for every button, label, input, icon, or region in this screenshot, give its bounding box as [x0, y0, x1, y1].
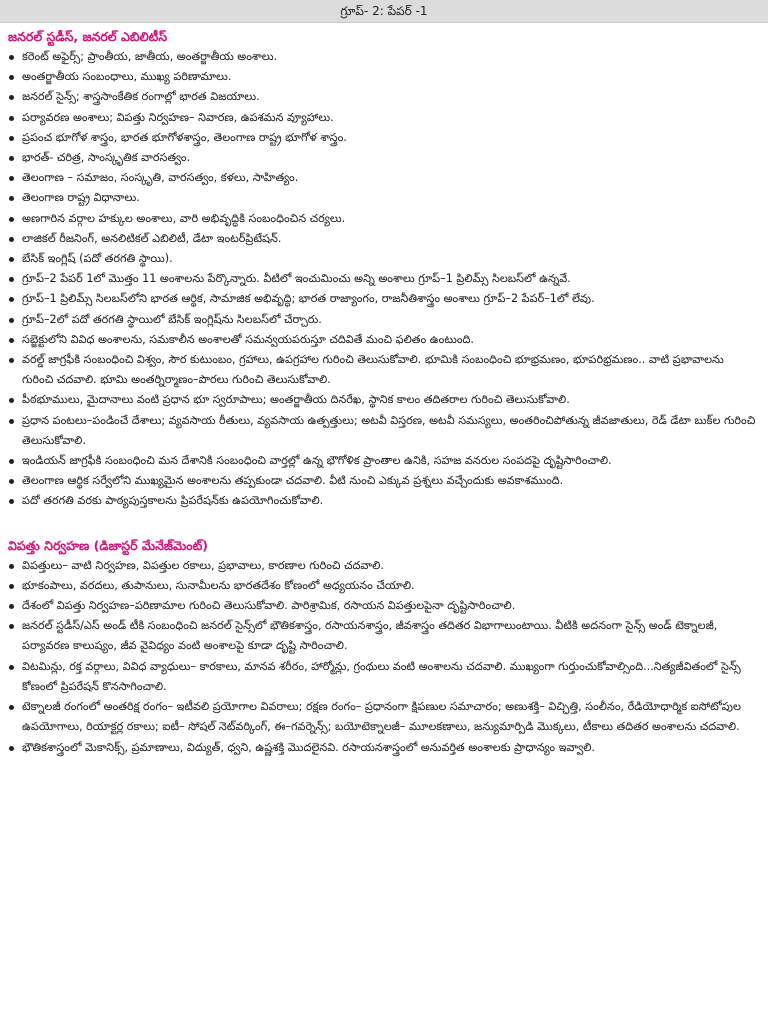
list-item: లాజికల్‌ రీజనింగ్‌, అనలిటికల్‌ ఎబిలిటీ, డేటా ఇంటర్‌ప్రిటేషన్‌. — [4, 229, 764, 249]
page-title: గ్రూప్- 2: పేపర్ -1 — [340, 4, 428, 18]
list-item: గ్రూప్‌–2లో పదో తరగతి స్థాయిలో బేసిక్‌ ఇంగ్లిష్‌ను సిలబస్‌లో చేర్చారు. — [4, 310, 764, 330]
list-item: గ్రూప్‌–2 పేపర్‌ 1లో మొత్తం 11 అంశాలను పేర్కొన్నారు. వీటిలో ఇంచుమించు అన్ని అంశాలు గ్రూప్‌–1 ప్రిలిమ్స్‌ సిలబస్‌లో ఉన్నవే. — [4, 269, 764, 289]
list-item: అణగారిన వర్గాల హక్కుల అంశాలు, వారి అభివృద్ధికి సంబంధించిన చర్యలు. — [4, 209, 764, 229]
list-item: బేసిక్‌ ఇంగ్లిష్‌ (పదో తరగతి స్థాయి). — [4, 249, 764, 269]
page-header — [0, 0, 768, 23]
section-disaster-management — [0, 538, 768, 758]
list-item: విపత్తులు– వాటి నిర్వహణ, విపత్తుల రకాలు, ప్రభావాలు, కారణాల గురించి చదవాలి. — [4, 556, 764, 576]
list-item: విటమిన్లు, రక్త వర్గాలు, వివిధ వ్యాధులు– కారకాలు, మానవ శరీరం, హార్మోన్లు, గ్రంథులు వంటి అంశాలను చదవాలి. ముఖ్యంగా గుర్తుంచుకోవాల్సింది...నిత్యజీవితంలో సైన్స్‌ కోణంలో ప్రిపరేషన్‌ కొనసాగించాలి. — [4, 657, 764, 697]
list-item: భారత్‌- చరిత్ర, సాంస్కృతిక వారసత్వం. — [4, 148, 764, 168]
topic-list — [4, 556, 764, 758]
list-item: పర్యావరణ అంశాలు; విపత్తు నిర్వహణ– నివారణ, ఉపశమన వ్యూహాలు. — [4, 108, 764, 128]
list-item: కరెంట్ అఫైర్స్; ప్రాంతీయ, జాతీయ, అంతర్జాతీయ అంశాలు. — [4, 47, 764, 67]
list-item: భూకంపాలు, వరదలు, తుపానులు, సునామీలను భారతదేశం కోణంలో అధ్యయనం చేయాలి. — [4, 576, 764, 596]
list-item: తెలంగాణ – సమాజం, సంస్కృతి, వారసత్వం, కళలు, సాహిత్యం. — [4, 168, 764, 188]
list-item: తెలంగాణ రాష్ట్ర విధానాలు. — [4, 188, 764, 208]
list-item: గ్రూప్‌–1 ప్రిలిమ్స్‌ సిలబస్‌లోని భారత ఆర్థిక, సామాజిక అభివృద్ధి; భారత రాజ్యాంగం, రాజనీతిశాస్త్రం అంశాలు గ్రూప్‌–2 పేపర్‌–1లో లేవు. — [4, 289, 764, 309]
list-item: పదో తరగతి వరకు పాఠ్యపుస్తకాలను ప్రిపరేషన్‌కు ఉపయోగించుకోవాలి. — [4, 491, 764, 511]
topic-list — [4, 47, 764, 512]
list-item: తెలంగాణ ఆర్థిక సర్వేలోని ముఖ్యమైన అంశాలను తప్పకుండా చదవాలి. వీటి నుంచి ఎక్కువ ప్రశ్నలు వచ్చేందుకు అవకాశముంది. — [4, 471, 764, 491]
list-item: టెక్నాలజీ రంగంలో అంతరిక్ష రంగం– ఇటీవలి ప్రయోగాల వివరాలు; రక్షణ రంగం– ప్రధానంగా క్షిపణుల సమాచారం; అణుశక్తి– విచ్ఛిత్తి, సంలీనం, రేడియోధార్మిక ఐసోటోపుల ఉపయోగాలు, రియాక్టర్ల రకాలు; ఐటీ– సోషల్‌ నెట్‌వర్కింగ్‌, ఈ–గవర్నెన్స్‌; బయోటెక్నాలజీ– మూలకణాలు, జన్యుమార్పిడి మొక్కలు, టీకాలు తదితర అంశాలను చదవాలి. — [4, 697, 764, 737]
list-item: ప్రధాన పంటలు–పండించే దేశాలు; వ్యవసాయ రీతులు, వ్యవసాయ ఉత్పత్తులు; అటవీ విస్తరణ, అటవీ సమస్యలు, అంతరించిపోతున్న జీవజాతులు, రెడ్‌ డేటా బుక్‌ల గురించి తెలుసుకోవాలి. — [4, 411, 764, 451]
list-item: అంతర్జాతీయ సంబంధాలు, ముఖ్య పరిణామాలు. — [4, 67, 764, 87]
list-item: ఇండియన్‌ జాగ్రఫీకి సంబంధించి మన దేశానికి సంబంధించి వార్తల్లో ఉన్న భౌగోళిక ప్రాంతాల ఉనికి, సహజ వనరుల సంపదపై దృష్టిసారించాలి. — [4, 451, 764, 471]
list-item: జనరల్ సైన్స్; శాస్త్రసాంకేతిక రంగాల్లో భారత విజయాలు. — [4, 87, 764, 107]
section-general-studies — [0, 29, 768, 512]
section-heading: విపత్తు నిర్వహణ (డిజాస్టర్‌ మేనేజ్‌మెంట్‌) — [8, 537, 208, 553]
section-heading: జనరల్ స్టడీస్, జనరల్ ఎబిలిటీస్ — [8, 29, 168, 44]
list-item: పీఠభూములు, మైదానాలు వంటి ప్రధాన భూ స్వరూపాలు; అంతర్జాతీయ దినరేఖ, స్థానిక కాలం తదితరాల గురించి తెలుసుకోవాలి. — [4, 390, 764, 410]
list-item: జనరల్‌ స్టడీస్‌/ఎస్‌ అండ్‌ టీకి సంబంధించి జనరల్‌ సైన్స్‌లో భౌతికశాస్త్రం, రసాయనశాస్త్రం, జీవశాస్త్రం తదితర విభాగాలుంటాయి. వీటికి అదనంగా సైన్స్‌ అండ్‌ టెక్నాలజీ, పర్యావరణ కాలుష్యం, జీవ వైవిధ్యం వంటి అంశాలపై కూడా దృష్టి సారించాలి. — [4, 616, 764, 656]
list-item: ప్రపంచ భూగోళ శాస్త్రం, భారత భూగోళశాస్త్రం, తెలంగాణ రాష్ట్ర భూగోళ శాస్త్రం. — [4, 128, 764, 148]
list-item: వరల్డ్‌ జాగ్రఫీకి సంబంధించి విశ్వం, సౌర కుటుంబం, గ్రహాలు, ఉపగ్రహాల గురించి తెలుసుకోవాలి. భూమికి సంబంధించి భూభ్రమణం, భూపరిభ్రమణం.. వాటి ప్రభావాలను గురించి చదవాలి. భూమి అంతర్నిర్మాణం–పొరలు గురించి తెలుసుకోవాలి. — [4, 350, 764, 390]
list-item: భౌతికశాస్త్రంలో మెకానిక్స్‌, ప్రమాణాలు, విద్యుత్‌, ధ్వని, ఉష్ణశక్తి మొదలైనవి. రసాయనశాస్త్రంలో అనువర్తిత అంశాలకు ప్రాధాన్యం ఇవ్వాలి. — [4, 738, 764, 758]
list-item: సబ్జెక్టులోని వివిధ అంశాలను, సమకాలీన అంశాలతో సమన్వయపరుస్తూ చదివితే మంచి ఫలితం ఉంటుంది. — [4, 330, 764, 350]
list-item: దేశంలో విపత్తు నిర్వహణ–పరిణామాల గురించి తెలుసుకోవాలి. పారిశ్రామిక, రసాయన విపత్తులపైనా దృష్టిసారించాలి. — [4, 596, 764, 616]
